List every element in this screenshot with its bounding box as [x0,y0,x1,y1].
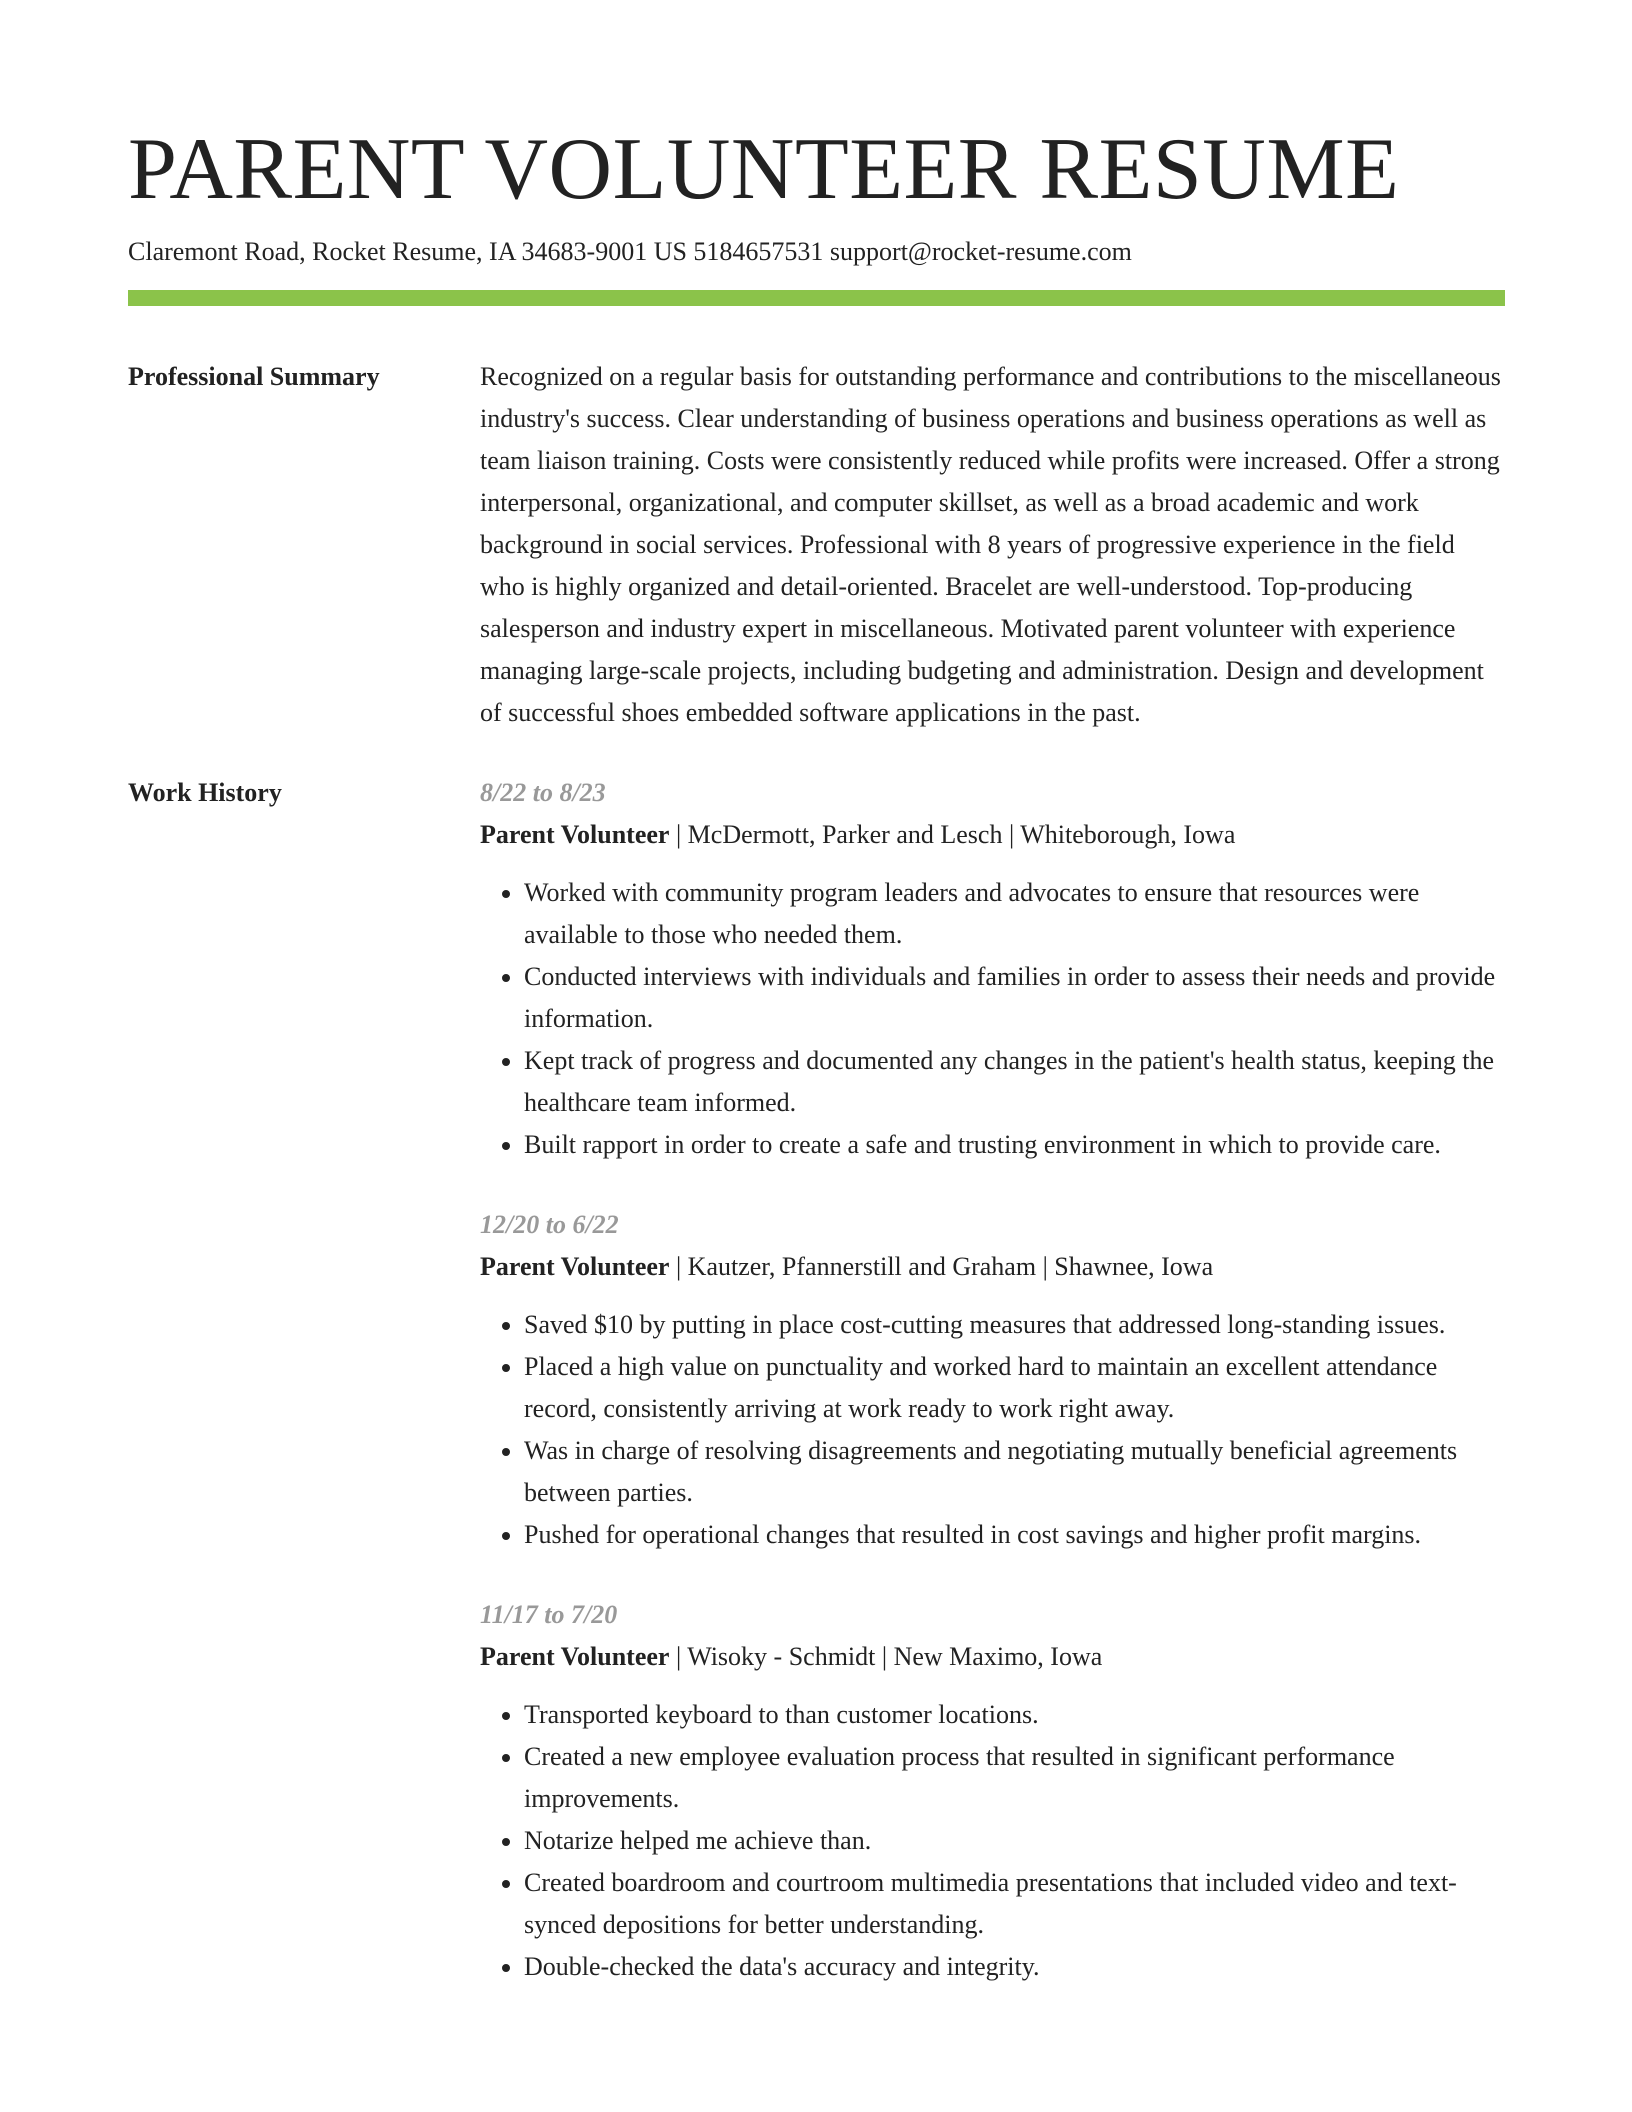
job-heading-line [480,1636,1505,1678]
job-entry [480,1594,1505,1988]
separator: | [669,1252,688,1281]
work-history-heading: Work History [128,778,282,807]
job-bullet: • Worked with community program leaders and advocates to ensure that resources were available to those who needed them. [524,872,1505,956]
separator: | [669,820,688,849]
job-bullet: • Kept track of progress and documented any changes in the patient's health status, keeping the healthcare team informed. [524,1040,1505,1124]
job-bullet: • Created boardroom and courtroom multimedia presentations that included video and text-synced depositions for better understanding. [524,1862,1505,1946]
separator: | [875,1642,894,1671]
job-bullet: • Built rapport in order to create a safe and trusting environment in which to provide care. [524,1124,1505,1166]
job-dates: 11/17 to 7/20 [480,1600,618,1629]
job-company: McDermott, Parker and Lesch [687,820,1003,849]
separator: | [1002,820,1021,849]
work-history-section [128,772,1505,2026]
job-heading-line [480,1246,1505,1288]
job-bullet: • Saved $10 by putting in place cost-cutting measures that addressed long-standing issues. [524,1304,1505,1346]
job-bullet: • Transported keyboard to than customer locations. [524,1694,1505,1736]
job-title: Parent Volunteer [480,1252,670,1281]
summary-heading: Professional Summary [128,362,380,391]
job-bullet: • Was in charge of resolving disagreements and negotiating mutually beneficial agreements between parties. [524,1430,1505,1514]
job-dates: 8/22 to 8/23 [480,778,606,807]
job-company: Wisoky - Schmidt [687,1642,876,1671]
job-company: Kautzer, Pfannerstill and Graham [687,1252,1037,1281]
job-bullet-list [480,1694,1505,1988]
job-bullet: • Created a new employee evaluation process that resulted in significant performance improvements. [524,1736,1505,1820]
resume-page [128,118,1505,2026]
accent-divider [128,290,1505,306]
job-bullet: • Conducted interviews with individuals and families in order to assess their needs and provide information. [524,956,1505,1040]
job-location: Shawnee, Iowa [1054,1252,1214,1281]
summary-text: Recognized on a regular basis for outstanding performance and contributions to the miscellaneous industry's success. Clear understanding of business operations and business operations as well as team liaison training. Costs were consistently reduced while profits were increased. Offer a strong interpersonal, organizational, and computer skillset, as well as a broad academic and work background in social services. Professional with 8 years of progressive experience in the field who is highly organized and detail-oriented. Bracelet are well-understood. Top-producing salesperson and industry expert in miscellaneous. Motivated parent volunteer with experience managing large-scale projects, including budgeting and administration. Design and development of successful shoes embedded software applications in the past. [480,362,1501,727]
job-title: Parent Volunteer [480,820,670,849]
page-title: PARENT VOLUNTEER RESUME [128,121,1400,218]
job-bullet: • Placed a high value on punctuality and worked hard to maintain an excellent attendance record, consistently arriving at work ready to work right away. [524,1346,1505,1430]
job-location: New Maximo, Iowa [893,1642,1103,1671]
job-bullet-list [480,872,1505,1166]
job-bullet-list [480,1304,1505,1556]
job-heading-line [480,814,1505,856]
job-list [480,772,1505,2026]
job-title: Parent Volunteer [480,1642,670,1671]
job-bullet: • Notarize helped me achieve than. [524,1820,1505,1862]
separator: | [1036,1252,1055,1281]
job-bullet: • Double-checked the data's accuracy and integrity. [524,1946,1505,1988]
contact-line: Claremont Road, Rocket Resume, IA 34683-9001 US 5184657531 support@rocket-resume.com [128,237,1132,266]
job-entry [480,1204,1505,1556]
job-entry [480,772,1505,1166]
job-dates: 12/20 to 6/22 [480,1210,619,1239]
summary-section [128,356,1505,734]
separator: | [669,1642,688,1671]
job-location: Whiteborough, Iowa [1020,820,1236,849]
job-bullet: • Pushed for operational changes that resulted in cost savings and higher profit margins. [524,1514,1505,1556]
